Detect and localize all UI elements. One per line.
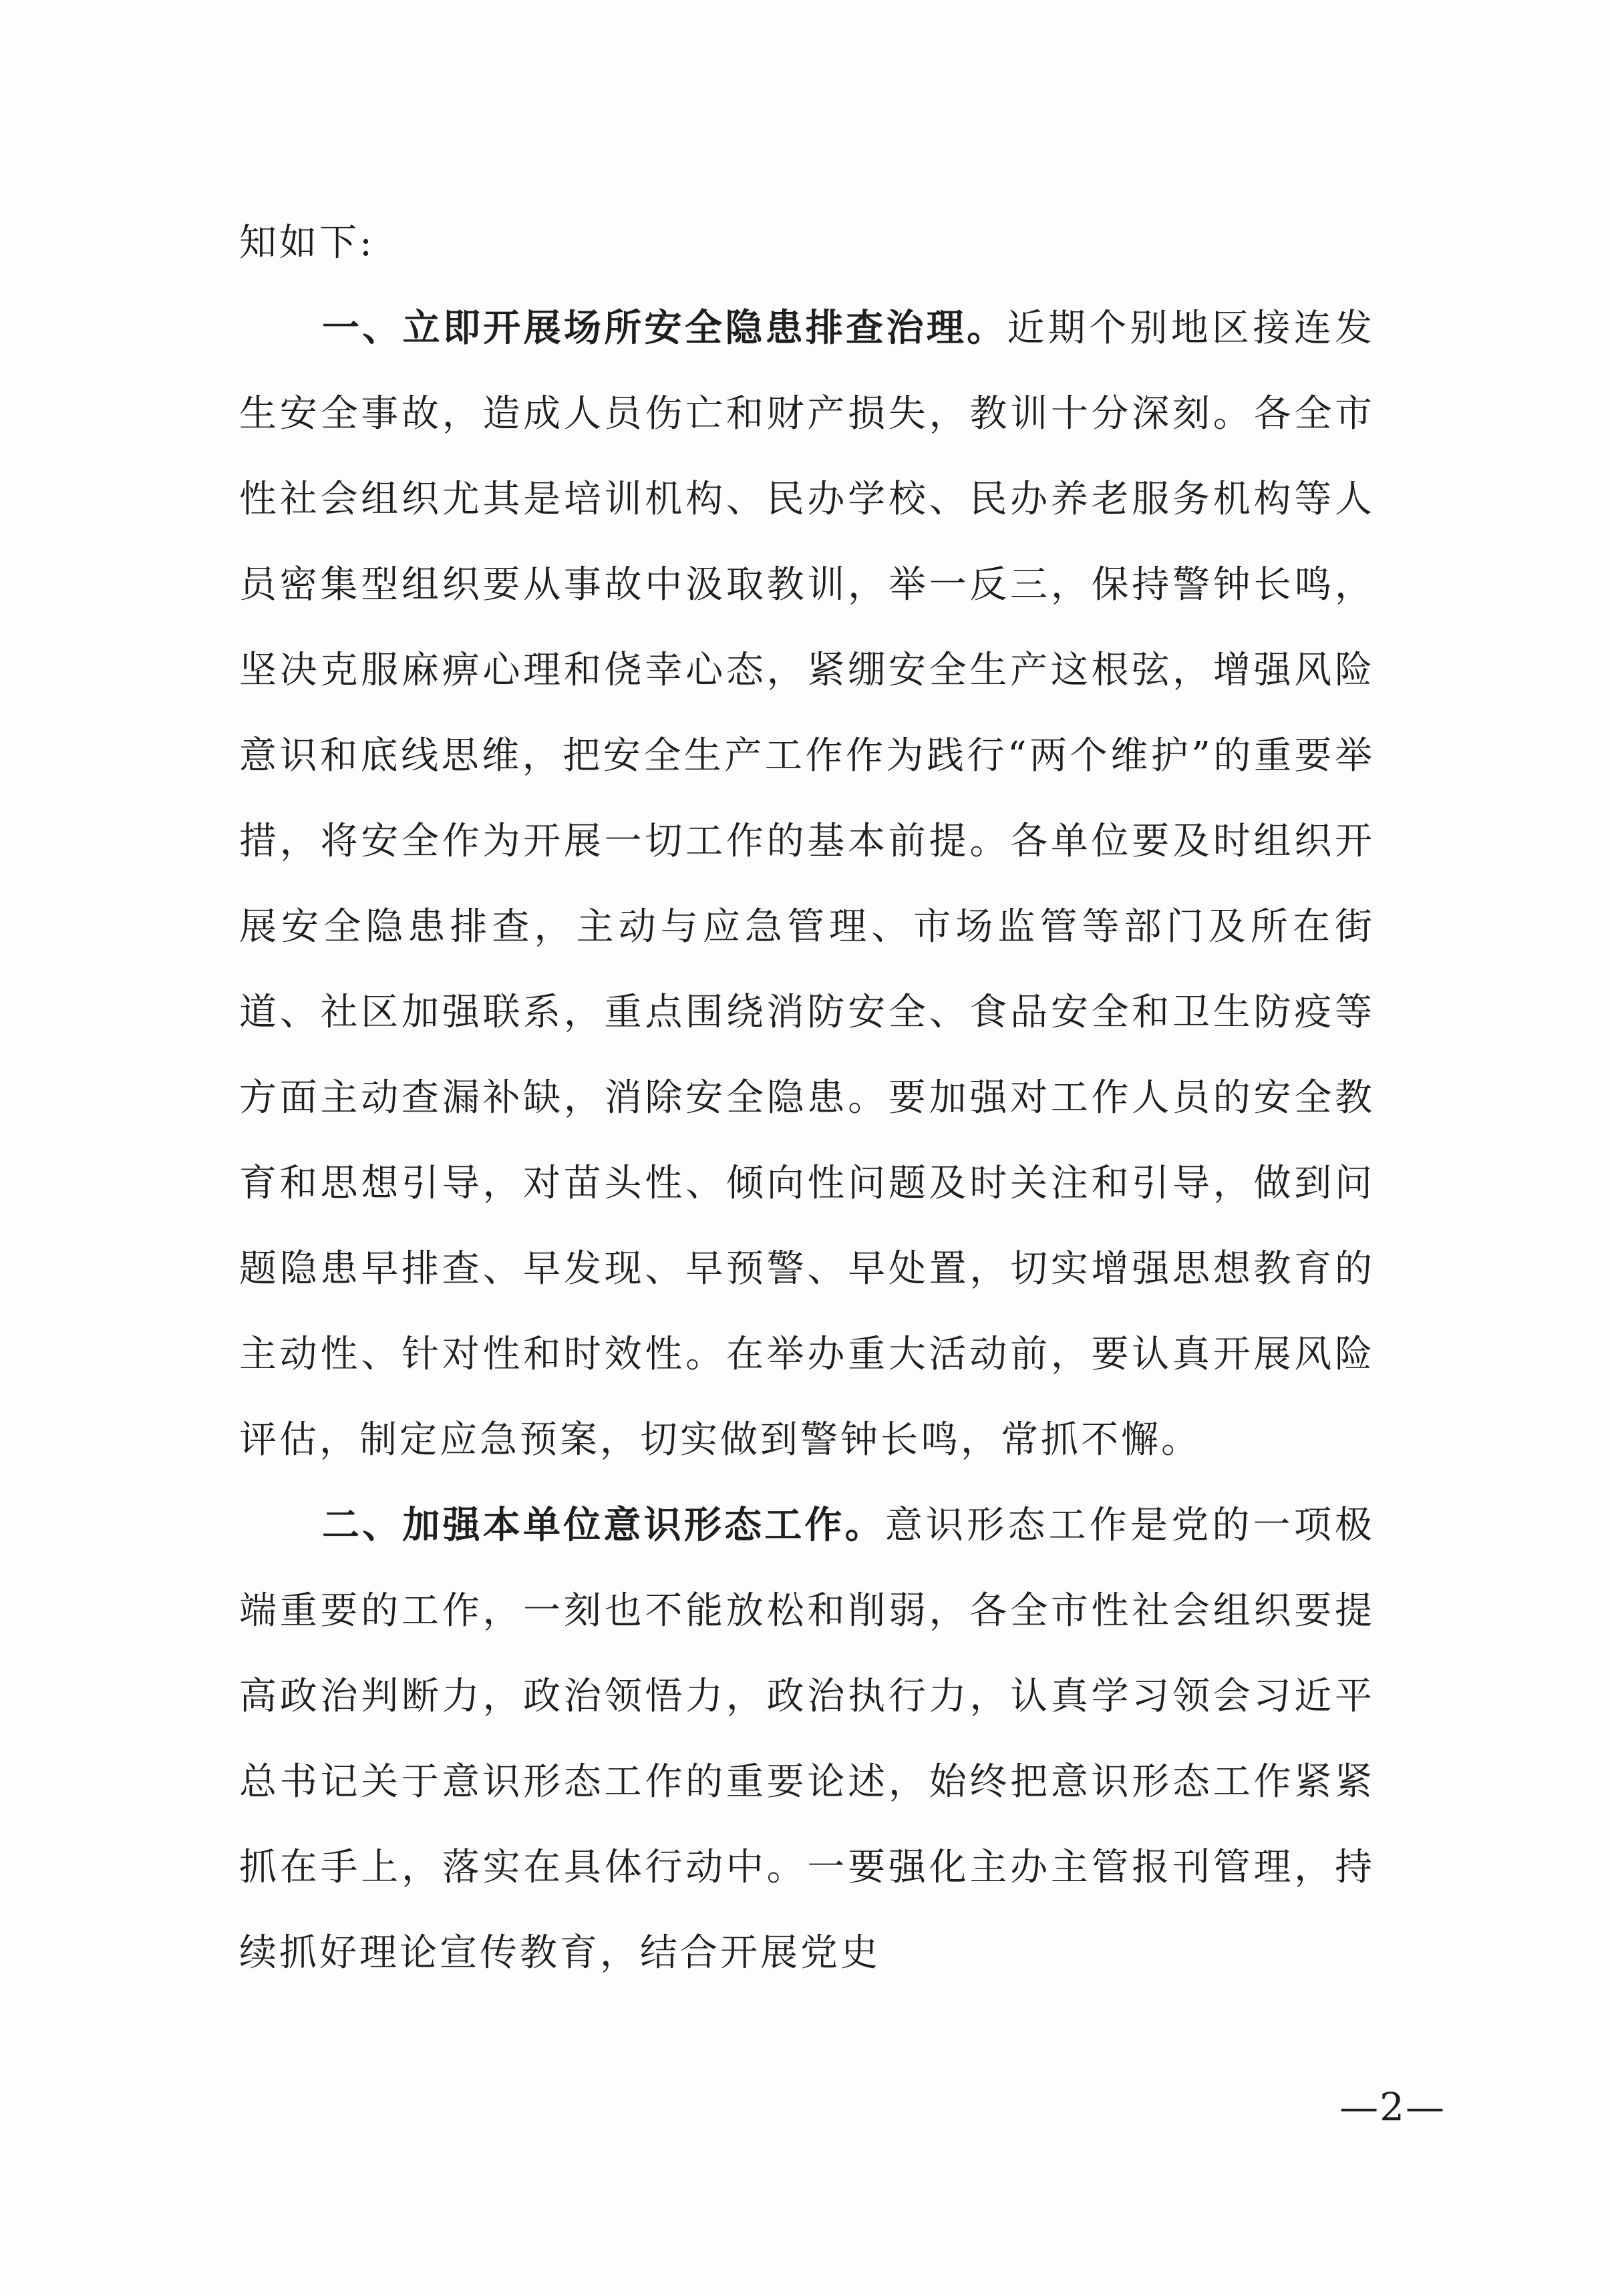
section-2-body: 意识形态工作是党的一项极端重要的工作，一刻也不能放松和削弱，各全市性社会组织要提高政治判断力，政治领悟力，政治执行力，认真学习领会习近平总书记关于意识形态工作的重要论述，始终把意识形态工作紧紧抓在手上，落实在具体行动中。一要强化主办主管报刊管理，持续抓好理论宣传教育，结合开展党史 xyxy=(239,1504,1376,1975)
opening-line: 知如下: xyxy=(239,221,375,265)
section-2-heading: 二、加强本单位意识形态工作。 xyxy=(322,1504,885,1547)
section-1-heading: 一、立即开展场所安全隐患排查治理。 xyxy=(322,307,1007,350)
page-number: —2— xyxy=(1339,2084,1446,2130)
section-1-body: 近期个别地区接连发生安全事故，造成人员伤亡和财产损失，教训十分深刻。各全市性社会组织尤其是培训机构、民办学校、民办养老服务机构等人员密集型组织要从事故中汲取教训，举一反三，保持警钟长鸣，坚决克服麻痹心理和侥幸心态，紧绷安全生产这根弦，增强风险意识和底线思维，把安全生产工作作为践行“两个维护”的重要举措，将安全作为开展一切工作的基本前提。各单位要及时组织开展安全隐患排查，主动与应急管理、市场监管等部门及所在街道、社区加强联系，重点围绕消防安全、食品安全和卫生防疫等方面主动查漏补缺，消除安全隐患。要加强对工作人员的安全教育和思想引导，对苗头性、倾向性问题及时关注和引导，做到问题隐患早排查、早发现、早预警、早处置，切实增强思想教育的主动性、针对性和时效性。在举办重大活动前，要认真开展风险评估，制定应急预案，切实做到警钟长鸣，常抓不懈。 xyxy=(239,307,1376,1462)
section-1-paragraph xyxy=(239,286,1375,1483)
document-body xyxy=(239,200,1375,1996)
section-2-paragraph xyxy=(239,1483,1375,1996)
